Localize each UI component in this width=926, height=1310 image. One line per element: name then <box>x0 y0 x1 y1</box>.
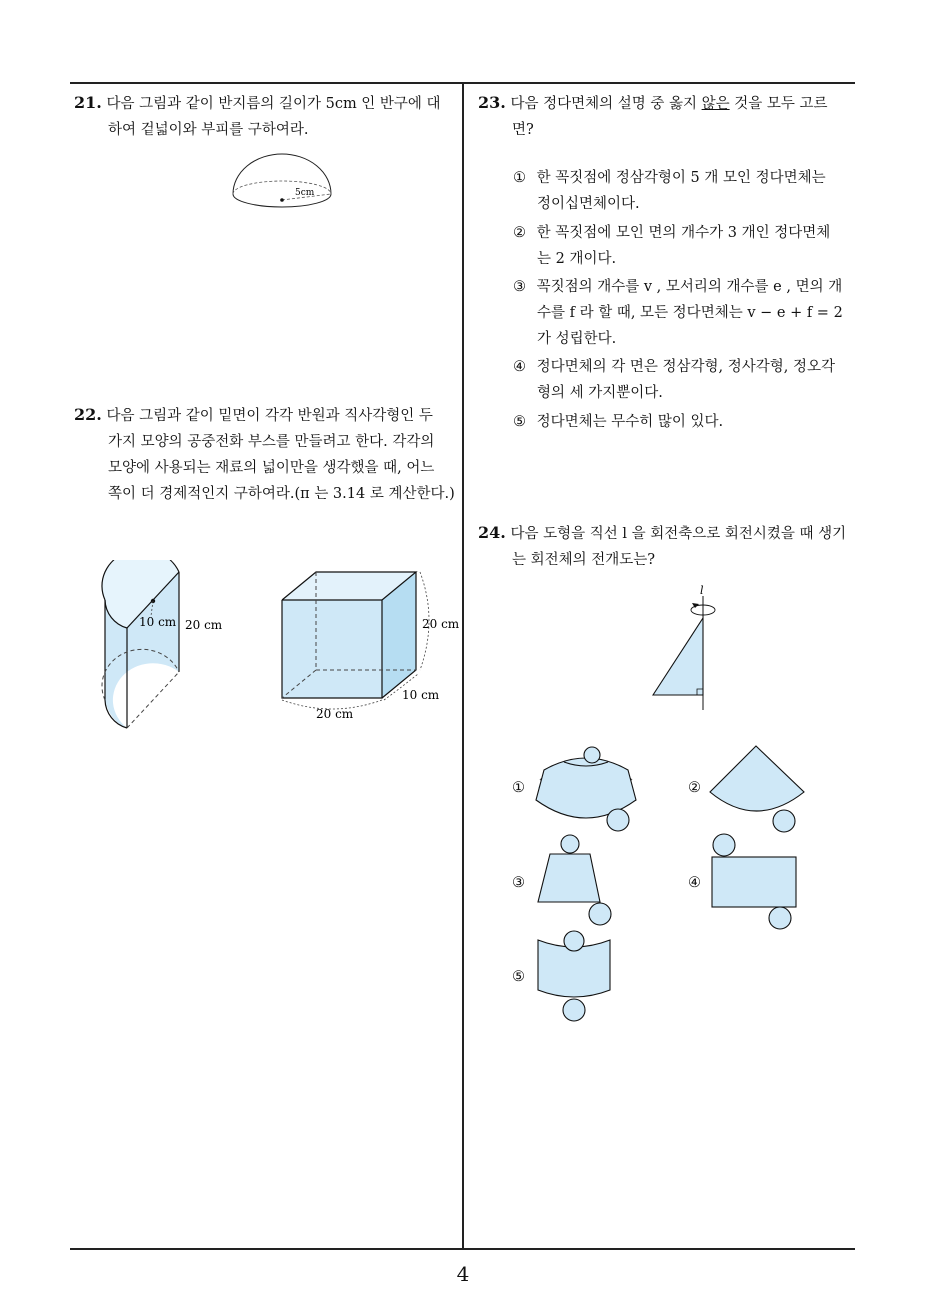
hemisphere-figure <box>225 150 340 220</box>
option-mark: ⑤ <box>513 414 526 430</box>
option-1[interactable] <box>513 165 826 217</box>
question-number: 21. <box>74 93 102 112</box>
option-mark: ④ <box>513 359 526 375</box>
question-text: 쪽이 더 경제적인지 구하여라.(π 는 3.14 로 계산한다.) <box>108 486 455 502</box>
net-option-1[interactable] <box>530 740 640 840</box>
question-23 <box>478 90 827 143</box>
question-number: 24. <box>478 523 506 542</box>
question-text: 다음 정다면체의 설명 중 옳지 <box>510 96 702 112</box>
option-text: 한 꼭짓점에 정삼각형이 5 개 모인 정다면체는 <box>536 170 826 186</box>
page-number: 4 <box>456 1262 470 1286</box>
emphasis-not: 않은 <box>701 96 730 112</box>
option-text: 형의 세 가지뿐이다. <box>537 385 663 401</box>
question-text: 다음 도형을 직선 l 을 회전축으로 회전시켰을 때 생기 <box>510 526 847 542</box>
net-option-4[interactable] <box>706 832 806 932</box>
option-5[interactable] <box>513 409 723 435</box>
height-label: 20 cm <box>185 618 223 632</box>
box-booth-figure <box>270 560 470 730</box>
question-22 <box>74 402 455 507</box>
option-text: 는 2 개이다. <box>537 251 617 267</box>
choice-2-mark[interactable]: ② <box>688 780 701 796</box>
question-number: 23. <box>478 93 506 112</box>
net-option-2[interactable] <box>706 740 816 840</box>
choice-3-mark[interactable]: ③ <box>512 875 525 891</box>
width-label: 20 cm <box>316 707 354 721</box>
axis-label: l <box>700 584 704 597</box>
option-text: 정이십면체이다. <box>537 196 640 212</box>
option-text: 가 성립한다. <box>537 331 617 347</box>
option-text: 정다면체는 무수히 많이 있다. <box>536 414 724 430</box>
question-text: 모양에 사용되는 재료의 넓이만을 생각했을 때, 어느 <box>108 460 435 476</box>
question-text: 다음 그림과 같이 반지름의 길이가 5cm 인 반구에 대 <box>106 96 441 112</box>
rotation-triangle-figure <box>645 580 725 715</box>
question-text: 면? <box>512 122 534 138</box>
depth-label: 10 cm <box>402 688 440 702</box>
height-label: 20 cm <box>422 617 460 631</box>
option-mark: ② <box>513 225 526 241</box>
radius-label: 5cm <box>295 188 315 198</box>
option-3[interactable] <box>513 274 843 352</box>
radius-label: 10 cm <box>139 615 177 629</box>
net-option-3[interactable] <box>530 832 630 932</box>
net-option-5[interactable] <box>530 928 620 1028</box>
option-text: 한 꼭짓점에 모인 면의 개수가 3 개인 정다면체 <box>536 225 831 241</box>
question-text: 는 회전체의 전개도는? <box>512 552 656 568</box>
choice-5-mark[interactable]: ⑤ <box>512 969 525 985</box>
bottom-rule <box>70 1248 855 1250</box>
question-number: 22. <box>74 405 102 424</box>
half-cylinder-booth-figure <box>95 560 235 735</box>
option-4[interactable] <box>513 354 835 406</box>
question-24 <box>478 520 846 573</box>
option-mark: ③ <box>513 279 526 295</box>
question-text: 다음 그림과 같이 밑면이 각각 반원과 직사각형인 두 <box>106 408 433 424</box>
option-text: 꼭짓점의 개수를 v , 모서리의 개수를 e , 면의 개 <box>536 279 843 295</box>
option-mark: ① <box>513 170 526 186</box>
question-text: 가지 모양의 공중전화 부스를 만들려고 한다. 각각의 <box>108 434 435 450</box>
option-text: 수를 f 라 할 때, 모든 정다면체는 v − e + f = 2 <box>537 305 843 321</box>
option-2[interactable] <box>513 220 830 272</box>
option-text: 정다면체의 각 면은 정삼각형, 정사각형, 정오각 <box>536 359 836 375</box>
choice-4-mark[interactable]: ④ <box>688 875 701 891</box>
question-text: 것을 모두 고르 <box>729 96 828 112</box>
choice-1-mark[interactable]: ① <box>512 780 525 796</box>
question-21 <box>74 90 441 143</box>
question-text: 하여 겉넓이와 부피를 구하여라. <box>108 122 309 138</box>
